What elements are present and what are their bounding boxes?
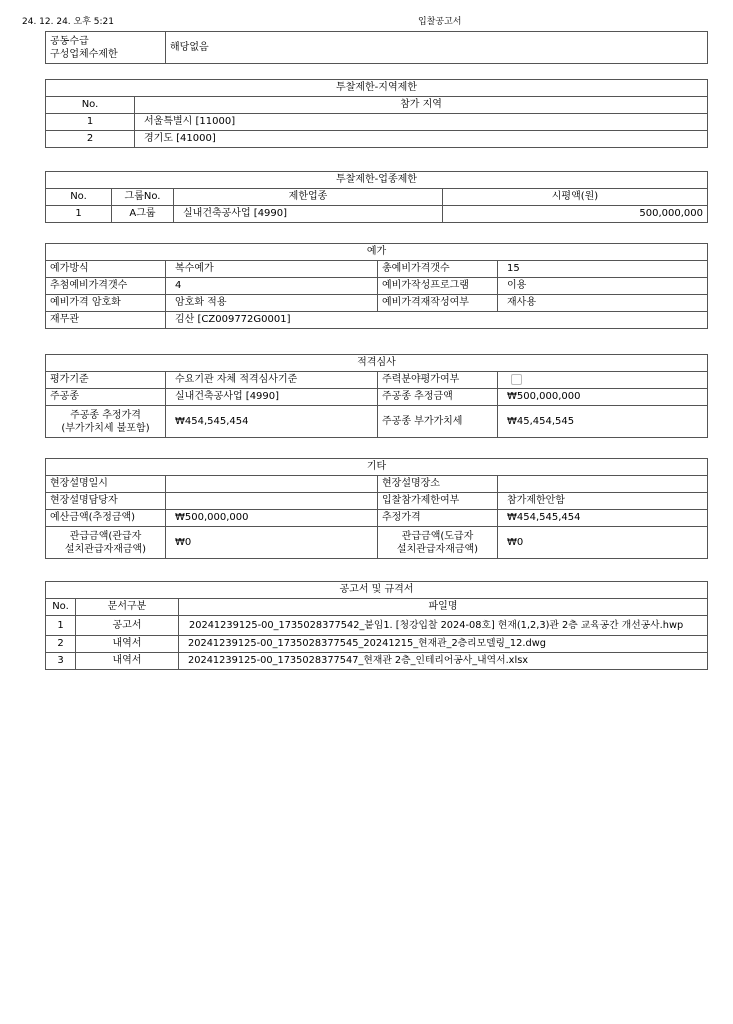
print-datetime: 24. 12. 24. 오후 5:21 bbox=[22, 17, 114, 27]
joint-supply-value: 해당없음 bbox=[166, 32, 708, 64]
region-row-area: 경기도 [41000] bbox=[135, 131, 708, 148]
table-row bbox=[46, 114, 708, 131]
industry-row-group: A그룹 bbox=[112, 206, 174, 223]
industry-row-no: 1 bbox=[46, 206, 112, 223]
price-method-value: 복수예가 bbox=[166, 261, 378, 278]
industry-row-amount: 500,000,000 bbox=[443, 206, 708, 223]
contractor-supply-label: 관급금액(도급자 설치관급자재금액) bbox=[378, 527, 498, 559]
site-briefing-place-label: 현장설명장소 bbox=[378, 476, 498, 493]
table-row bbox=[46, 206, 708, 223]
region-row-no: 2 bbox=[46, 131, 135, 148]
review-main-field-label: 주력분야평가여부 bbox=[378, 372, 498, 389]
est-price-value: ₩454,545,454 bbox=[498, 510, 708, 527]
site-briefing-date-label: 현장설명일시 bbox=[46, 476, 166, 493]
table-row bbox=[46, 653, 708, 670]
doc-row-no: 2 bbox=[46, 636, 76, 653]
gov-supply-label: 관급금액(관급자 설치관급자재금액) bbox=[46, 527, 166, 559]
review-main-amount-label: 주공종 추정금액 bbox=[378, 389, 498, 406]
price-officer-label: 재무관 bbox=[46, 312, 166, 329]
doc-file-link[interactable]: 20241239125-00_1735028377545_20241215_현재관_2층리모델링_12.dwg bbox=[179, 636, 708, 653]
price-method-label: 예가방식 bbox=[46, 261, 166, 278]
price-program-value: 이용 bbox=[498, 278, 708, 295]
documents-table bbox=[45, 581, 708, 670]
price-total-count-value: 15 bbox=[498, 261, 708, 278]
price-section-title: 예가 bbox=[46, 244, 708, 261]
bid-restriction-value: 참가제한안함 bbox=[498, 493, 708, 510]
region-col-area: 참가 지역 bbox=[135, 97, 708, 114]
review-est-price-label: 주공종 추정가격 (부가가치세 불포함) bbox=[46, 406, 166, 438]
budget-label: 예산금액(추정금액) bbox=[46, 510, 166, 527]
contractor-supply-value: ₩0 bbox=[498, 527, 708, 559]
site-briefing-date-value bbox=[166, 476, 378, 493]
review-section-title: 적격심사 bbox=[46, 355, 708, 372]
docs-section-title: 공고서 및 규격서 bbox=[46, 582, 708, 599]
industry-col-no: No. bbox=[46, 189, 112, 206]
site-briefing-staff-label: 현장설명담당자 bbox=[46, 493, 166, 510]
docs-col-type: 문서구분 bbox=[76, 599, 179, 616]
price-rewrite-label: 예비가격재작성여부 bbox=[378, 295, 498, 312]
industry-col-industry: 제한업종 bbox=[174, 189, 443, 206]
table-row bbox=[46, 131, 708, 148]
bid-restriction-label: 입찰참가제한여부 bbox=[378, 493, 498, 510]
doc-row-no: 1 bbox=[46, 616, 76, 636]
price-draw-count-value: 4 bbox=[166, 278, 378, 295]
review-main-field-cell bbox=[498, 372, 708, 389]
est-price-label: 추정가격 bbox=[378, 510, 498, 527]
region-row-no: 1 bbox=[46, 114, 135, 131]
review-table bbox=[45, 354, 708, 438]
doc-file-link[interactable]: 20241239125-00_1735028377547_현재관 2층_인테리어공사_내역서.xlsx bbox=[179, 653, 708, 670]
industry-col-amount: 시평액(원) bbox=[443, 189, 708, 206]
site-briefing-staff-value bbox=[166, 493, 378, 510]
review-vat-value: ₩45,454,545 bbox=[498, 406, 708, 438]
price-rewrite-value: 재사용 bbox=[498, 295, 708, 312]
docs-col-file: 파일명 bbox=[179, 599, 708, 616]
region-restriction-table bbox=[45, 79, 708, 148]
industry-restriction-table bbox=[45, 171, 708, 223]
price-total-count-label: 총예비가격갯수 bbox=[378, 261, 498, 278]
doc-file-link[interactable]: 20241239125-00_1735028377542_붙임1. [청강입찰 2024-08호] 현재(1,2,3)관 2층 교육공간 개선공사.hwp bbox=[179, 616, 708, 636]
price-program-label: 예비가작성프로그램 bbox=[378, 278, 498, 295]
document-title: 입찰공고서 bbox=[418, 17, 462, 27]
industry-row-industry: 실내건축공사업 [4990] bbox=[174, 206, 443, 223]
review-vat-label: 주공종 부가가치세 bbox=[378, 406, 498, 438]
gov-supply-value: ₩0 bbox=[166, 527, 378, 559]
doc-row-no: 3 bbox=[46, 653, 76, 670]
docs-col-no: No. bbox=[46, 599, 76, 616]
table-row bbox=[46, 616, 708, 636]
price-encryption-value: 암호화 적용 bbox=[166, 295, 378, 312]
review-main-work-label: 주공종 bbox=[46, 389, 166, 406]
region-section-title: 투찰제한-지역제한 bbox=[46, 80, 708, 97]
price-encryption-label: 예비가격 암호화 bbox=[46, 295, 166, 312]
site-briefing-place-value bbox=[498, 476, 708, 493]
review-criteria-value: 수요기관 자체 적격심사기준 bbox=[166, 372, 378, 389]
joint-supply-label: 공동수급 구성업체수제한 bbox=[46, 32, 166, 64]
price-officer-value: 김산 [CZ009772G0001] bbox=[166, 312, 708, 329]
review-est-price-value: ₩454,545,454 bbox=[166, 406, 378, 438]
main-field-checkbox[interactable] bbox=[511, 374, 522, 385]
doc-row-type: 내역서 bbox=[76, 653, 179, 670]
industry-col-group: 그룹No. bbox=[112, 189, 174, 206]
review-main-amount-value: ₩500,000,000 bbox=[498, 389, 708, 406]
joint-supply-table bbox=[45, 31, 708, 64]
other-section-title: 기타 bbox=[46, 459, 708, 476]
doc-row-type: 공고서 bbox=[76, 616, 179, 636]
region-row-area: 서울특별시 [11000] bbox=[135, 114, 708, 131]
region-col-no: No. bbox=[46, 97, 135, 114]
price-draw-count-label: 추첨예비가격갯수 bbox=[46, 278, 166, 295]
price-table bbox=[45, 243, 708, 329]
other-table bbox=[45, 458, 708, 559]
doc-row-type: 내역서 bbox=[76, 636, 179, 653]
industry-section-title: 투찰제한-업종제한 bbox=[46, 172, 708, 189]
table-row bbox=[46, 636, 708, 653]
budget-value: ₩500,000,000 bbox=[166, 510, 378, 527]
review-main-work-value: 실내건축공사업 [4990] bbox=[166, 389, 378, 406]
review-criteria-label: 평가기준 bbox=[46, 372, 166, 389]
